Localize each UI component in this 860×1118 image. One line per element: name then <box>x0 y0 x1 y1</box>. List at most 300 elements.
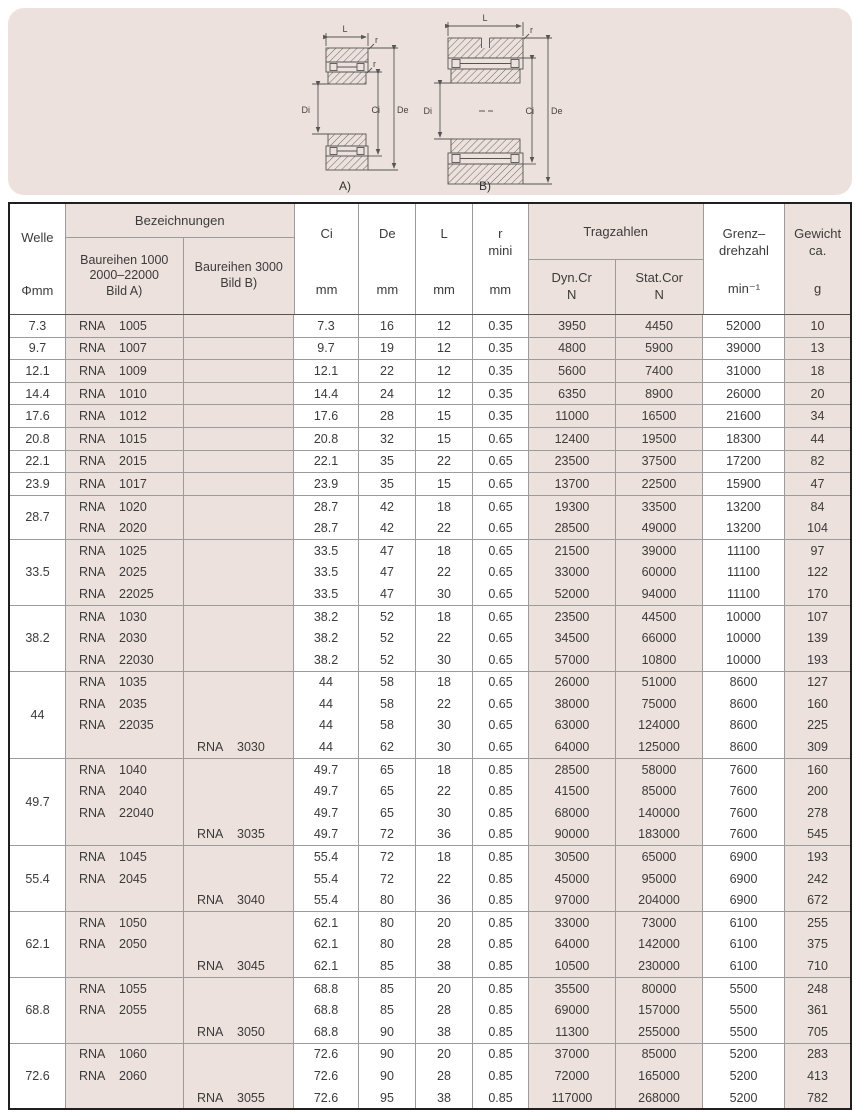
dyn-cr-cell: 69000 <box>529 999 616 1021</box>
shaft-group <box>10 427 850 450</box>
designation-3000-cell <box>184 606 294 628</box>
dyn-cr-cell: 19300 <box>529 496 616 518</box>
stat-cor-cell: 39000 <box>616 540 703 562</box>
designation-number: 1020 <box>119 499 147 514</box>
de-cell: 85 <box>359 978 416 1000</box>
designation-1000-cell <box>66 606 184 628</box>
designation-3000-cell <box>184 517 294 539</box>
r-mini-cell: 0.65 <box>473 428 529 450</box>
designation-1000-cell <box>66 1021 184 1043</box>
designation-prefix: RNA <box>197 827 224 842</box>
header-dyn-cr: Dyn.Cr N <box>529 260 616 314</box>
designation-1000-cell <box>66 1087 184 1109</box>
designation-prefix: RNA <box>79 1047 106 1062</box>
header-l: L mm <box>416 204 473 314</box>
l-cell: 20 <box>416 1044 473 1066</box>
designation-3000-cell <box>184 360 294 382</box>
grenzdrehzahl-cell: 26000 <box>703 383 785 405</box>
grenzdrehzahl-cell: 11100 <box>703 540 785 562</box>
r-mini-cell: 0.85 <box>473 978 529 1000</box>
designation-1000-cell <box>66 780 184 802</box>
l-cell: 30 <box>416 802 473 824</box>
designation-number: 2035 <box>119 696 147 711</box>
grenzdrehzahl-cell: 6100 <box>703 912 785 934</box>
dyn-cr-cell: 45000 <box>529 868 616 890</box>
gewicht-cell: 127 <box>785 672 850 694</box>
dyn-cr-cell: 26000 <box>529 672 616 694</box>
designation-prefix: RNA <box>79 805 106 820</box>
designation-number: 1055 <box>119 981 147 996</box>
de-cell: 95 <box>359 1087 416 1109</box>
r-mini-cell: 0.65 <box>473 540 529 562</box>
header-welle-label: Welle <box>21 230 54 245</box>
ci-cell: 62.1 <box>294 955 359 977</box>
designation-prefix: RNA <box>79 631 106 646</box>
r-mini-cell: 0.65 <box>473 715 529 737</box>
designation-3000-cell <box>184 428 294 450</box>
l-cell: 15 <box>416 428 473 450</box>
designation-number: 22025 <box>119 586 154 601</box>
designation-1000-cell <box>66 496 184 518</box>
de-cell: 72 <box>359 868 416 890</box>
ci-cell: 38.2 <box>294 649 359 671</box>
gewicht-cell: 413 <box>785 1065 850 1087</box>
designation-3000-cell <box>184 627 294 649</box>
stat-cor-cell: 85000 <box>616 780 703 802</box>
grenzdrehzahl-cell: 5200 <box>703 1044 785 1066</box>
stat-cor-cell: 80000 <box>616 978 703 1000</box>
r-mini-cell: 0.65 <box>473 517 529 539</box>
r-mini-cell: 0.85 <box>473 1087 529 1109</box>
stat-cor-cell: 73000 <box>616 912 703 934</box>
dyn-cr-cell: 33000 <box>529 912 616 934</box>
designation-1000-cell <box>66 824 184 846</box>
r-mini-cell: 0.65 <box>473 606 529 628</box>
designation-1000-cell <box>66 451 184 473</box>
dim-label-de: De <box>397 105 409 115</box>
grenzdrehzahl-cell: 7600 <box>703 759 785 781</box>
designation-number: 22040 <box>119 805 154 820</box>
stat-cor-cell: 125000 <box>616 736 703 758</box>
designation-number: 1025 <box>119 543 147 558</box>
shaft-group <box>10 1043 850 1109</box>
welle-cell: 12.1 <box>10 360 66 382</box>
designation-1000-cell <box>66 715 184 737</box>
de-cell: 52 <box>359 627 416 649</box>
gewicht-cell: 193 <box>785 649 850 671</box>
de-cell: 24 <box>359 383 416 405</box>
diagram-b-caption: B) <box>479 179 491 193</box>
grenzdrehzahl-cell: 15900 <box>703 473 785 495</box>
designation-number: 3050 <box>237 1024 265 1039</box>
ci-cell: 72.6 <box>294 1087 359 1109</box>
dyn-cr-cell: 52000 <box>529 583 616 605</box>
ci-cell: 72.6 <box>294 1044 359 1066</box>
shaft-group <box>10 337 850 360</box>
stat-cor-cell: 94000 <box>616 583 703 605</box>
designation-prefix: RNA <box>79 454 106 469</box>
shaft-group <box>10 605 850 671</box>
designation-prefix: RNA <box>79 718 106 733</box>
designation-prefix: RNA <box>197 1090 224 1105</box>
welle-cell: 22.1 <box>10 451 66 473</box>
shaft-group <box>10 911 850 977</box>
stat-cor-cell: 95000 <box>616 868 703 890</box>
diagram-a <box>312 33 398 170</box>
header-welle-unit: Φmm <box>21 283 54 298</box>
de-cell: 47 <box>359 562 416 584</box>
gewicht-cell: 44 <box>785 428 850 450</box>
de-cell: 35 <box>359 473 416 495</box>
designation-number: 22035 <box>119 718 154 733</box>
designation-number: 3055 <box>237 1090 265 1105</box>
welle-cell: 17.6 <box>10 405 66 427</box>
dyn-cr-cell: 97000 <box>529 889 616 911</box>
r-mini-cell: 0.85 <box>473 802 529 824</box>
l-cell: 15 <box>416 473 473 495</box>
designation-number: 2045 <box>119 871 147 886</box>
designation-1000-cell <box>66 1065 184 1087</box>
designation-3000-cell <box>184 693 294 715</box>
de-cell: 90 <box>359 1021 416 1043</box>
shaft-group <box>10 845 850 911</box>
l-cell: 38 <box>416 1087 473 1109</box>
ci-cell: 9.7 <box>294 338 359 360</box>
shaft-group <box>10 404 850 427</box>
designation-1000-cell <box>66 360 184 382</box>
designation-3000-cell <box>184 934 294 956</box>
grenzdrehzahl-cell: 13200 <box>703 496 785 518</box>
designation-number: 2040 <box>119 784 147 799</box>
designation-number: 3045 <box>237 959 265 974</box>
designation-1000-cell <box>66 1044 184 1066</box>
grenzdrehzahl-cell: 6900 <box>703 846 785 868</box>
designation-1000-cell <box>66 540 184 562</box>
ci-cell: 62.1 <box>294 934 359 956</box>
grenzdrehzahl-cell: 6100 <box>703 955 785 977</box>
shaft-group <box>10 539 850 605</box>
designation-number: 22030 <box>119 652 154 667</box>
stat-cor-cell: 58000 <box>616 759 703 781</box>
l-cell: 36 <box>416 824 473 846</box>
de-cell: 22 <box>359 360 416 382</box>
l-cell: 22 <box>416 562 473 584</box>
dyn-cr-cell: 21500 <box>529 540 616 562</box>
designation-1000-cell <box>66 868 184 890</box>
r-mini-cell: 0.85 <box>473 912 529 934</box>
grenzdrehzahl-cell: 31000 <box>703 360 785 382</box>
bearing-diagrams <box>8 8 852 195</box>
grenzdrehzahl-cell: 8600 <box>703 693 785 715</box>
designation-1000-cell <box>66 934 184 956</box>
stat-cor-cell: 66000 <box>616 627 703 649</box>
l-cell: 18 <box>416 496 473 518</box>
ci-cell: 33.5 <box>294 583 359 605</box>
designation-number: 3035 <box>237 827 265 842</box>
ci-cell: 55.4 <box>294 889 359 911</box>
ci-cell: 33.5 <box>294 562 359 584</box>
de-cell: 58 <box>359 715 416 737</box>
ci-cell: 44 <box>294 736 359 758</box>
designation-3000-cell <box>184 736 294 758</box>
designation-3000-cell <box>184 383 294 405</box>
de-cell: 35 <box>359 451 416 473</box>
ci-cell: 44 <box>294 715 359 737</box>
designation-number: 2030 <box>119 631 147 646</box>
l-cell: 22 <box>416 693 473 715</box>
designation-prefix: RNA <box>79 784 106 799</box>
header-de: De mm <box>359 204 416 314</box>
l-cell: 38 <box>416 1021 473 1043</box>
r-mini-cell: 0.35 <box>473 405 529 427</box>
welle-cell: 33.5 <box>10 540 66 605</box>
ci-cell: 17.6 <box>294 405 359 427</box>
designation-number: 2060 <box>119 1068 147 1083</box>
stat-cor-cell: 75000 <box>616 693 703 715</box>
grenzdrehzahl-cell: 5500 <box>703 978 785 1000</box>
welle-cell: 28.7 <box>10 496 66 539</box>
grenzdrehzahl-cell: 8600 <box>703 715 785 737</box>
stat-cor-cell: 19500 <box>616 428 703 450</box>
designation-prefix: RNA <box>79 609 106 624</box>
welle-cell: 72.6 <box>10 1044 66 1109</box>
r-mini-cell: 0.85 <box>473 824 529 846</box>
dyn-cr-cell: 90000 <box>529 824 616 846</box>
r-mini-cell: 0.35 <box>473 338 529 360</box>
r-mini-cell: 0.85 <box>473 1044 529 1066</box>
gewicht-cell: 170 <box>785 583 850 605</box>
welle-cell: 44 <box>10 672 66 758</box>
dyn-cr-cell: 23500 <box>529 451 616 473</box>
l-cell: 22 <box>416 627 473 649</box>
gewicht-cell: 97 <box>785 540 850 562</box>
r-mini-cell: 0.85 <box>473 868 529 890</box>
designation-prefix: RNA <box>79 1003 106 1018</box>
designation-1000-cell <box>66 802 184 824</box>
l-cell: 18 <box>416 672 473 694</box>
gewicht-cell: 248 <box>785 978 850 1000</box>
stat-cor-cell: 10800 <box>616 649 703 671</box>
grenzdrehzahl-cell: 17200 <box>703 451 785 473</box>
stat-cor-cell: 7400 <box>616 360 703 382</box>
de-cell: 28 <box>359 405 416 427</box>
designation-3000-cell <box>184 824 294 846</box>
stat-cor-cell: 140000 <box>616 802 703 824</box>
grenzdrehzahl-cell: 11100 <box>703 583 785 605</box>
shaft-group <box>10 382 850 405</box>
de-cell: 52 <box>359 649 416 671</box>
dyn-cr-cell: 11300 <box>529 1021 616 1043</box>
l-cell: 18 <box>416 846 473 868</box>
gewicht-cell: 160 <box>785 759 850 781</box>
r-mini-cell: 0.35 <box>473 315 529 337</box>
designation-3000-cell <box>184 999 294 1021</box>
grenzdrehzahl-cell: 7600 <box>703 802 785 824</box>
designation-1000-cell <box>66 759 184 781</box>
welle-cell: 20.8 <box>10 428 66 450</box>
designation-3000-cell <box>184 338 294 360</box>
welle-cell: 23.9 <box>10 473 66 495</box>
l-cell: 18 <box>416 540 473 562</box>
designation-1000-cell <box>66 583 184 605</box>
designation-prefix: RNA <box>79 652 106 667</box>
gewicht-cell: 361 <box>785 999 850 1021</box>
l-cell: 12 <box>416 338 473 360</box>
designation-3000-cell <box>184 562 294 584</box>
designation-prefix: RNA <box>79 586 106 601</box>
de-cell: 58 <box>359 693 416 715</box>
l-cell: 28 <box>416 1065 473 1087</box>
designation-number: 3040 <box>237 893 265 908</box>
shaft-group <box>10 977 850 1043</box>
designation-1000-cell <box>66 912 184 934</box>
stat-cor-cell: 37500 <box>616 451 703 473</box>
designation-number: 1017 <box>119 476 147 491</box>
stat-cor-cell: 124000 <box>616 715 703 737</box>
dyn-cr-cell: 72000 <box>529 1065 616 1087</box>
de-cell: 72 <box>359 846 416 868</box>
diagram-b <box>434 22 552 184</box>
designation-number: 1005 <box>119 318 147 333</box>
designation-prefix: RNA <box>79 871 106 886</box>
designation-number: 2050 <box>119 937 147 952</box>
r-mini-cell: 0.65 <box>473 473 529 495</box>
de-cell: 47 <box>359 583 416 605</box>
dyn-cr-cell: 35500 <box>529 978 616 1000</box>
gewicht-cell: 47 <box>785 473 850 495</box>
table-body <box>10 315 850 1108</box>
dim-label-di: Di <box>423 106 432 116</box>
shaft-group <box>10 450 850 473</box>
r-mini-cell: 0.85 <box>473 1021 529 1043</box>
ci-cell: 22.1 <box>294 451 359 473</box>
grenzdrehzahl-cell: 52000 <box>703 315 785 337</box>
l-cell: 30 <box>416 649 473 671</box>
gewicht-cell: 255 <box>785 912 850 934</box>
designation-3000-cell <box>184 496 294 518</box>
dyn-cr-cell: 30500 <box>529 846 616 868</box>
dyn-cr-cell: 41500 <box>529 780 616 802</box>
stat-cor-cell: 44500 <box>616 606 703 628</box>
ci-cell: 49.7 <box>294 802 359 824</box>
dyn-cr-cell: 23500 <box>529 606 616 628</box>
stat-cor-cell: 183000 <box>616 824 703 846</box>
ci-cell: 49.7 <box>294 780 359 802</box>
designation-3000-cell <box>184 540 294 562</box>
de-cell: 16 <box>359 315 416 337</box>
r-mini-cell: 0.65 <box>473 583 529 605</box>
stat-cor-cell: 165000 <box>616 1065 703 1087</box>
de-cell: 65 <box>359 759 416 781</box>
gewicht-cell: 122 <box>785 562 850 584</box>
designation-prefix: RNA <box>79 915 106 930</box>
de-cell: 42 <box>359 496 416 518</box>
designation-1000-cell <box>66 955 184 977</box>
header-bezeichnungen: Bezeichnungen <box>66 204 294 238</box>
designation-3000-cell <box>184 1021 294 1043</box>
stat-cor-cell: 22500 <box>616 473 703 495</box>
designation-prefix: RNA <box>79 409 106 424</box>
header-r-mini: r mini mm <box>473 204 529 314</box>
grenzdrehzahl-cell: 39000 <box>703 338 785 360</box>
dim-label-r: r <box>530 25 533 35</box>
dyn-cr-cell: 117000 <box>529 1087 616 1109</box>
de-cell: 58 <box>359 672 416 694</box>
de-cell: 90 <box>359 1044 416 1066</box>
de-cell: 80 <box>359 934 416 956</box>
designation-number: 1050 <box>119 915 147 930</box>
ci-cell: 68.8 <box>294 1021 359 1043</box>
designation-number: 2015 <box>119 454 147 469</box>
gewicht-cell: 705 <box>785 1021 850 1043</box>
gewicht-cell: 225 <box>785 715 850 737</box>
shaft-group <box>10 359 850 382</box>
designation-3000-cell <box>184 715 294 737</box>
de-cell: 65 <box>359 780 416 802</box>
ci-cell: 38.2 <box>294 627 359 649</box>
grenzdrehzahl-cell: 5200 <box>703 1087 785 1109</box>
header-gewicht: Gewicht ca. g <box>785 204 850 314</box>
l-cell: 15 <box>416 405 473 427</box>
ci-cell: 7.3 <box>294 315 359 337</box>
welle-cell: 9.7 <box>10 338 66 360</box>
stat-cor-cell: 230000 <box>616 955 703 977</box>
l-cell: 30 <box>416 583 473 605</box>
gewicht-cell: 84 <box>785 496 850 518</box>
ci-cell: 62.1 <box>294 912 359 934</box>
ci-cell: 28.7 <box>294 496 359 518</box>
l-cell: 22 <box>416 868 473 890</box>
designation-3000-cell <box>184 868 294 890</box>
designation-prefix: RNA <box>197 959 224 974</box>
grenzdrehzahl-cell: 5500 <box>703 1021 785 1043</box>
designation-1000-cell <box>66 405 184 427</box>
dyn-cr-cell: 34500 <box>529 627 616 649</box>
designation-1000-cell <box>66 517 184 539</box>
header-bezeichnungen-group <box>66 204 295 314</box>
stat-cor-cell: 204000 <box>616 889 703 911</box>
l-cell: 28 <box>416 934 473 956</box>
designation-3000-cell <box>184 889 294 911</box>
welle-cell: 38.2 <box>10 606 66 671</box>
l-cell: 12 <box>416 360 473 382</box>
de-cell: 80 <box>359 889 416 911</box>
designation-number: 2055 <box>119 1003 147 1018</box>
gewicht-cell: 283 <box>785 1044 850 1066</box>
dim-label-ci: Ci <box>371 105 380 115</box>
designation-3000-cell <box>184 1087 294 1109</box>
grenzdrehzahl-cell: 13200 <box>703 517 785 539</box>
ci-cell: 55.4 <box>294 868 359 890</box>
header-stat-cor: Stat.Cor N <box>635 270 684 302</box>
dyn-cr-cell: 10500 <box>529 955 616 977</box>
dyn-cr-cell: 64000 <box>529 934 616 956</box>
grenzdrehzahl-cell: 7600 <box>703 780 785 802</box>
designation-3000-cell <box>184 912 294 934</box>
r-mini-cell: 0.65 <box>473 693 529 715</box>
dyn-cr-cell: 13700 <box>529 473 616 495</box>
stat-cor-cell: 49000 <box>616 517 703 539</box>
designation-1000-cell <box>66 846 184 868</box>
designation-3000-cell <box>184 583 294 605</box>
r-mini-cell: 0.85 <box>473 934 529 956</box>
grenzdrehzahl-cell: 8600 <box>703 736 785 758</box>
designation-1000-cell <box>66 473 184 495</box>
r-mini-cell: 0.65 <box>473 736 529 758</box>
dim-label-ci: Ci <box>525 106 534 116</box>
gewicht-cell: 82 <box>785 451 850 473</box>
gewicht-cell: 34 <box>785 405 850 427</box>
